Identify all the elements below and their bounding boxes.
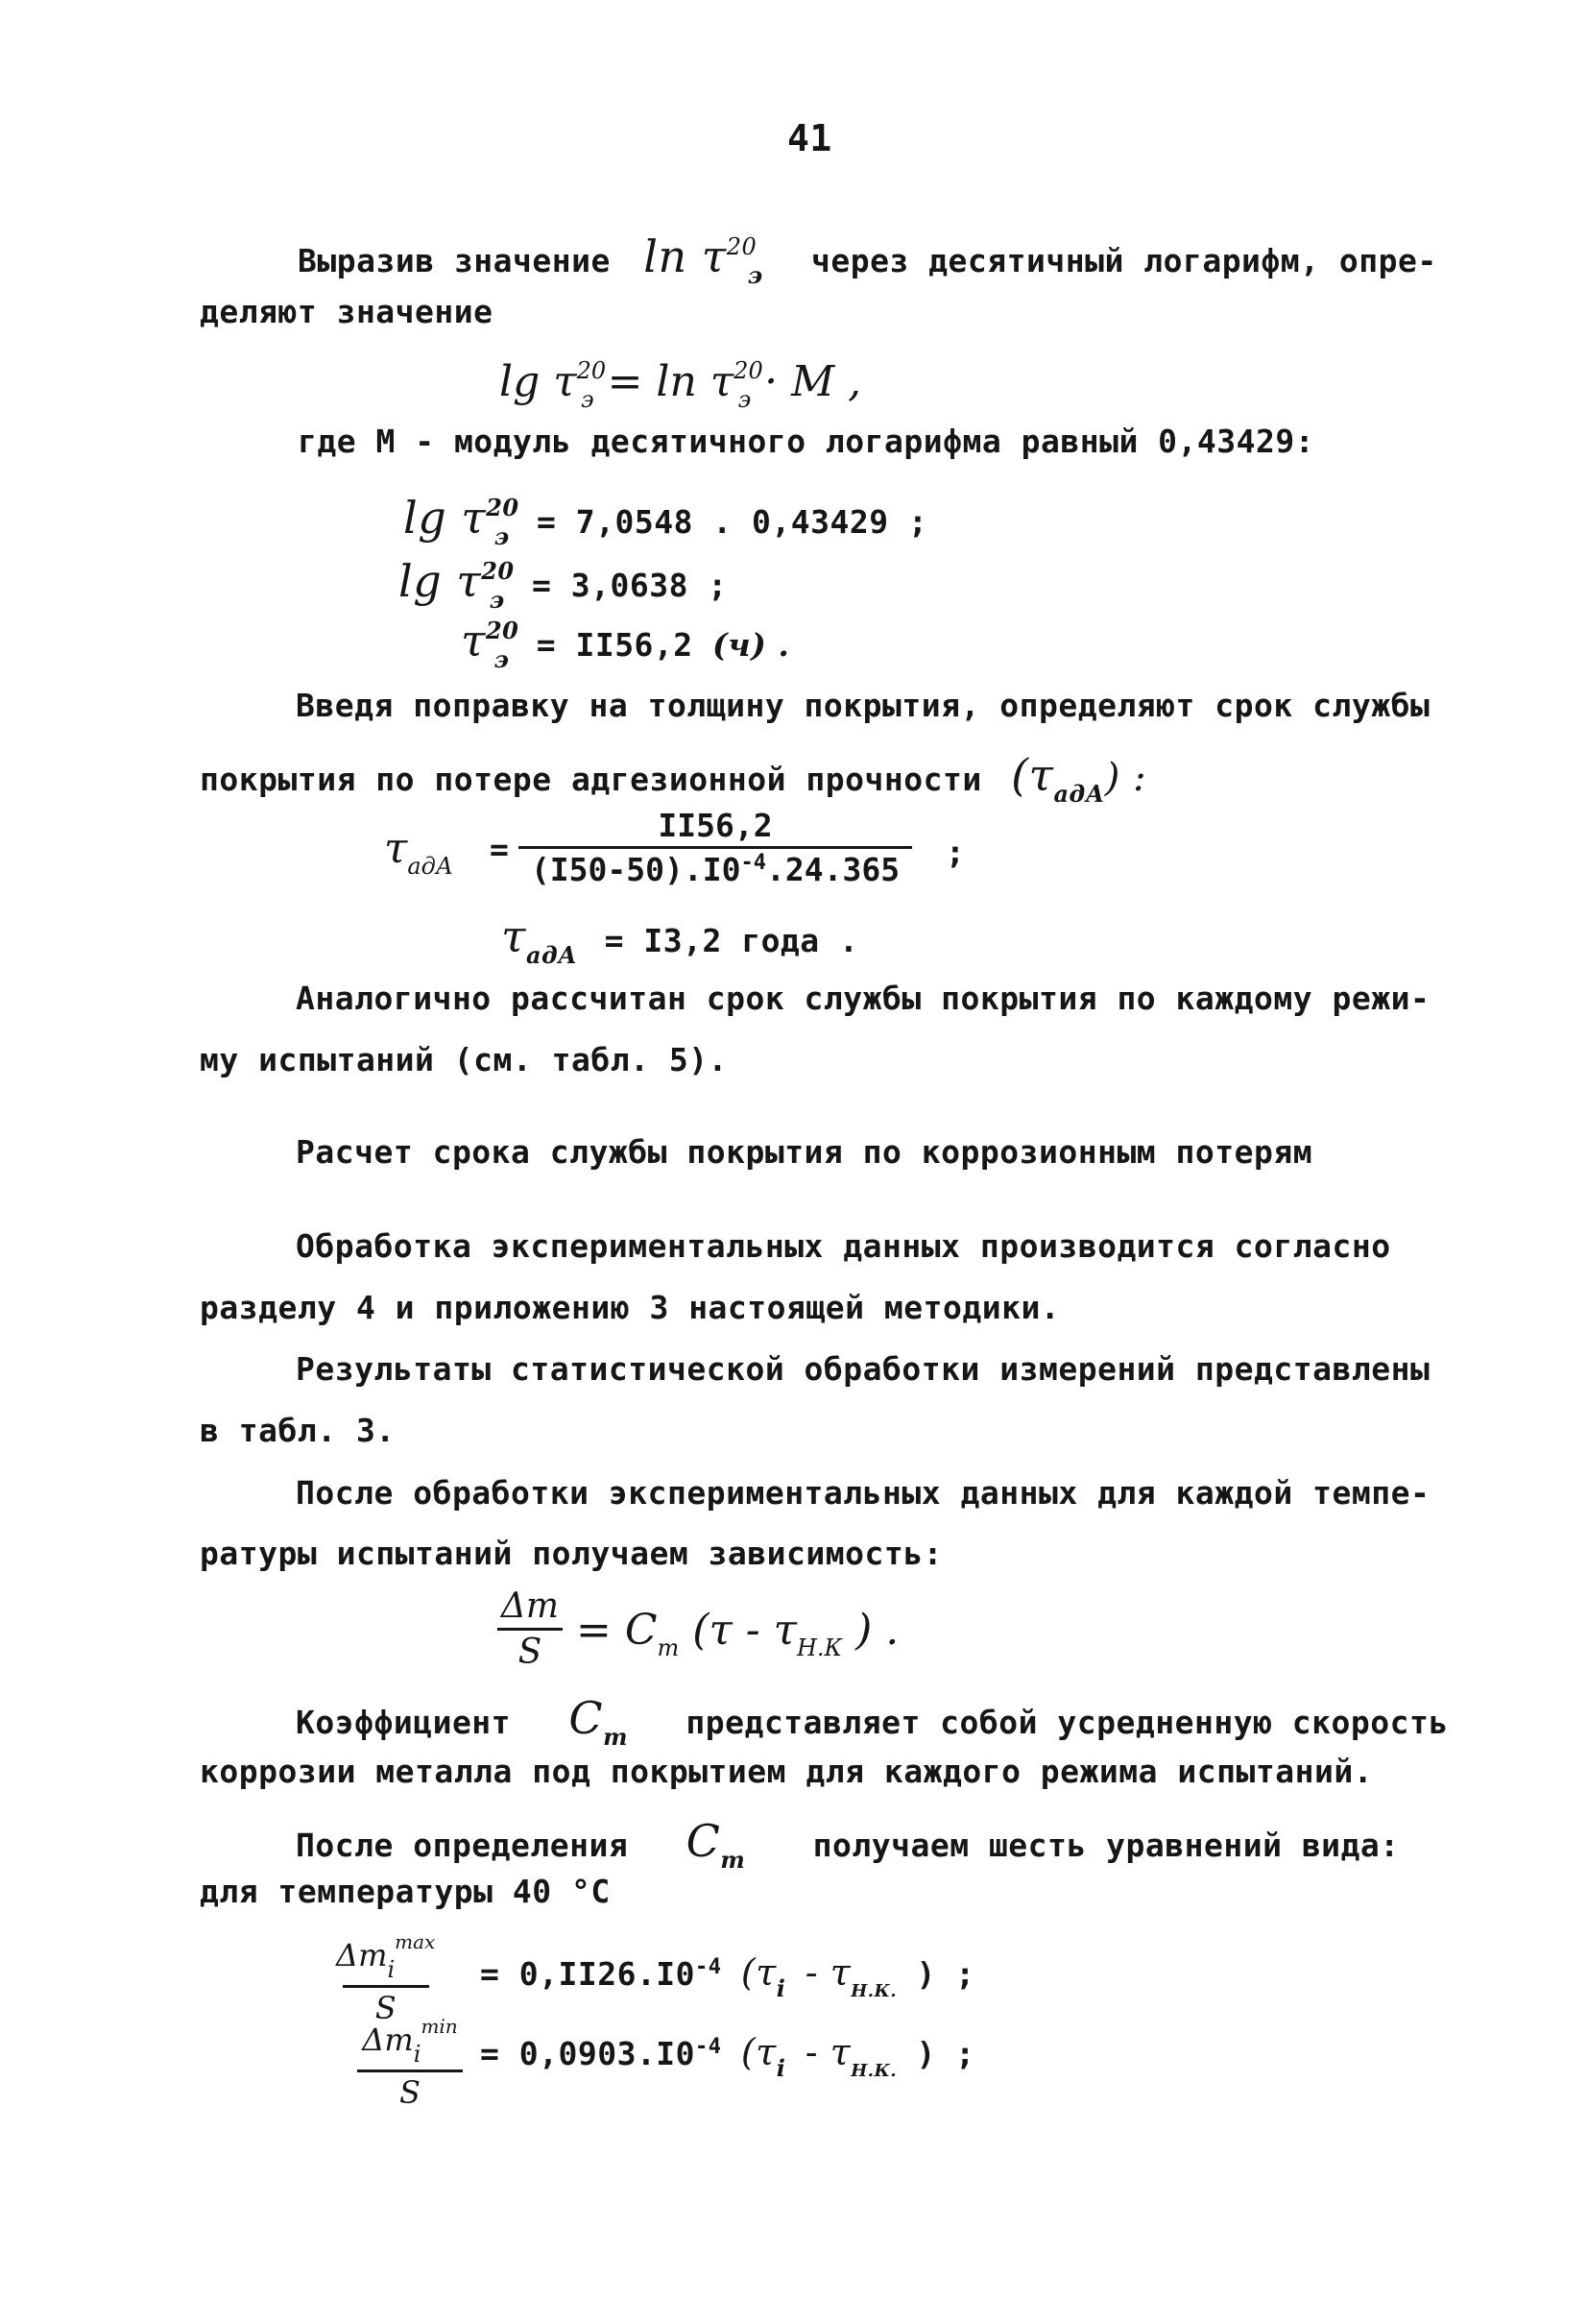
paragraph-6-line-1: После обработки экспериментальных данных для каждой темпе- — [296, 1474, 1431, 1512]
equation-lg-ln: $\lg \tau^{20}_э = \ln \tau^{20}_э \cdot M$ , — [499, 357, 862, 413]
equals-sign: = — [490, 831, 510, 868]
adhesion-fraction — [518, 807, 912, 888]
paragraph-1-text-before: Выразив значение — [298, 242, 611, 279]
tau-ada-symbol: $\tau_{адА}$ — [384, 824, 454, 880]
ln-tau-expression: $\ln \tau^{20}$ — [643, 230, 757, 282]
fraction-bar — [518, 846, 912, 849]
paragraph-8-line-2: для температуры 40 °С — [200, 1873, 611, 1910]
paragraph-4-line-1: Обработка экспериментальных данных производится согласно — [296, 1227, 1391, 1265]
modulus-definition: где М - модуль десятичного логарифма равный 0,43429: — [298, 423, 1315, 460]
paragraph-6-line-2: ратуры испытаний получаем зависимость: — [200, 1535, 943, 1572]
equation-max: = $0,II26.I0^{-4}$ ($\tau_i - \tau_{Н.К.}$ ) ; — [480, 1951, 975, 2002]
paragraph-3-line-2: му испытаний (см. табл. 5). — [200, 1041, 728, 1078]
paragraph-1-text-after: через десятичный логарифм, опре- — [810, 242, 1437, 279]
max-loss-fraction: $\Delta m_i^{max}$ S — [336, 1930, 436, 2026]
fraction-numerator: II56,2 — [658, 807, 773, 844]
min-loss-fraction: $\Delta m_i^{min}$ S — [357, 2015, 463, 2111]
mass-loss-fraction: Δm S — [497, 1586, 563, 1672]
equation-min: = $0,0903.I0^{-4}$ ($\tau_i - \tau_{Н.К.}$ ) ; — [480, 2031, 975, 2082]
paragraph-4-line-2: разделу 4 и приложению 3 настоящей методики. — [200, 1289, 1061, 1326]
calc-line-2: $\lg \tau^{20}_э = 3,0638$ ; — [398, 555, 728, 614]
paragraph-5-line-1: Результаты статистической обработки измерений представлены — [296, 1350, 1431, 1388]
paragraph-1-line-1 — [298, 230, 1437, 289]
paragraph-8-line-1: После определения $C_m$ получаем шесть уравнений вида: — [296, 1815, 1400, 1874]
paragraph-3-line-1: Аналогично рассчитан срок службы покрытия по каждому режи- — [296, 980, 1431, 1017]
paragraph-2-line-2: покрытия по потере адгезионной прочности $(\tau_{адА})$ : — [200, 749, 1147, 808]
section-heading: Расчет срока службы покрытия по коррозионным потерям — [296, 1133, 1313, 1171]
fraction-denominator: $(I50-50).I0^{-4}.24.365$ — [530, 851, 901, 888]
service-life-result: $\tau_{адА} = I3,2$ года . — [501, 910, 859, 969]
dependence-equation-rhs: = $C_m$ ($\tau - \tau_{Н.К}$ ) . — [576, 1606, 900, 1661]
calc-line-3: $\tau^{20}_э = II56,2$ (ч) . — [461, 615, 790, 673]
page-number: 41 — [787, 117, 832, 159]
paragraph-1-line-2: деляют значение — [200, 293, 493, 330]
paragraph-7-line-2: коррозии металла под покрытием для каждого режима испытаний. — [200, 1753, 1374, 1790]
paragraph-2-line-1: Введя поправку на толщину покрытия, определяют срок службы — [296, 687, 1431, 724]
calc-line-1: $\lg \tau^{20}_э = 7,0548$ . 0,43429 ; — [403, 492, 928, 550]
fraction-semicolon: ; — [946, 834, 966, 871]
ln-tau-subscript: э — [747, 261, 763, 289]
paragraph-5-line-2: в табл. 3. — [200, 1412, 396, 1449]
paragraph-7-line-1: Коэффициент $C_m$ представляет собой усредненную скорость — [296, 1692, 1449, 1751]
